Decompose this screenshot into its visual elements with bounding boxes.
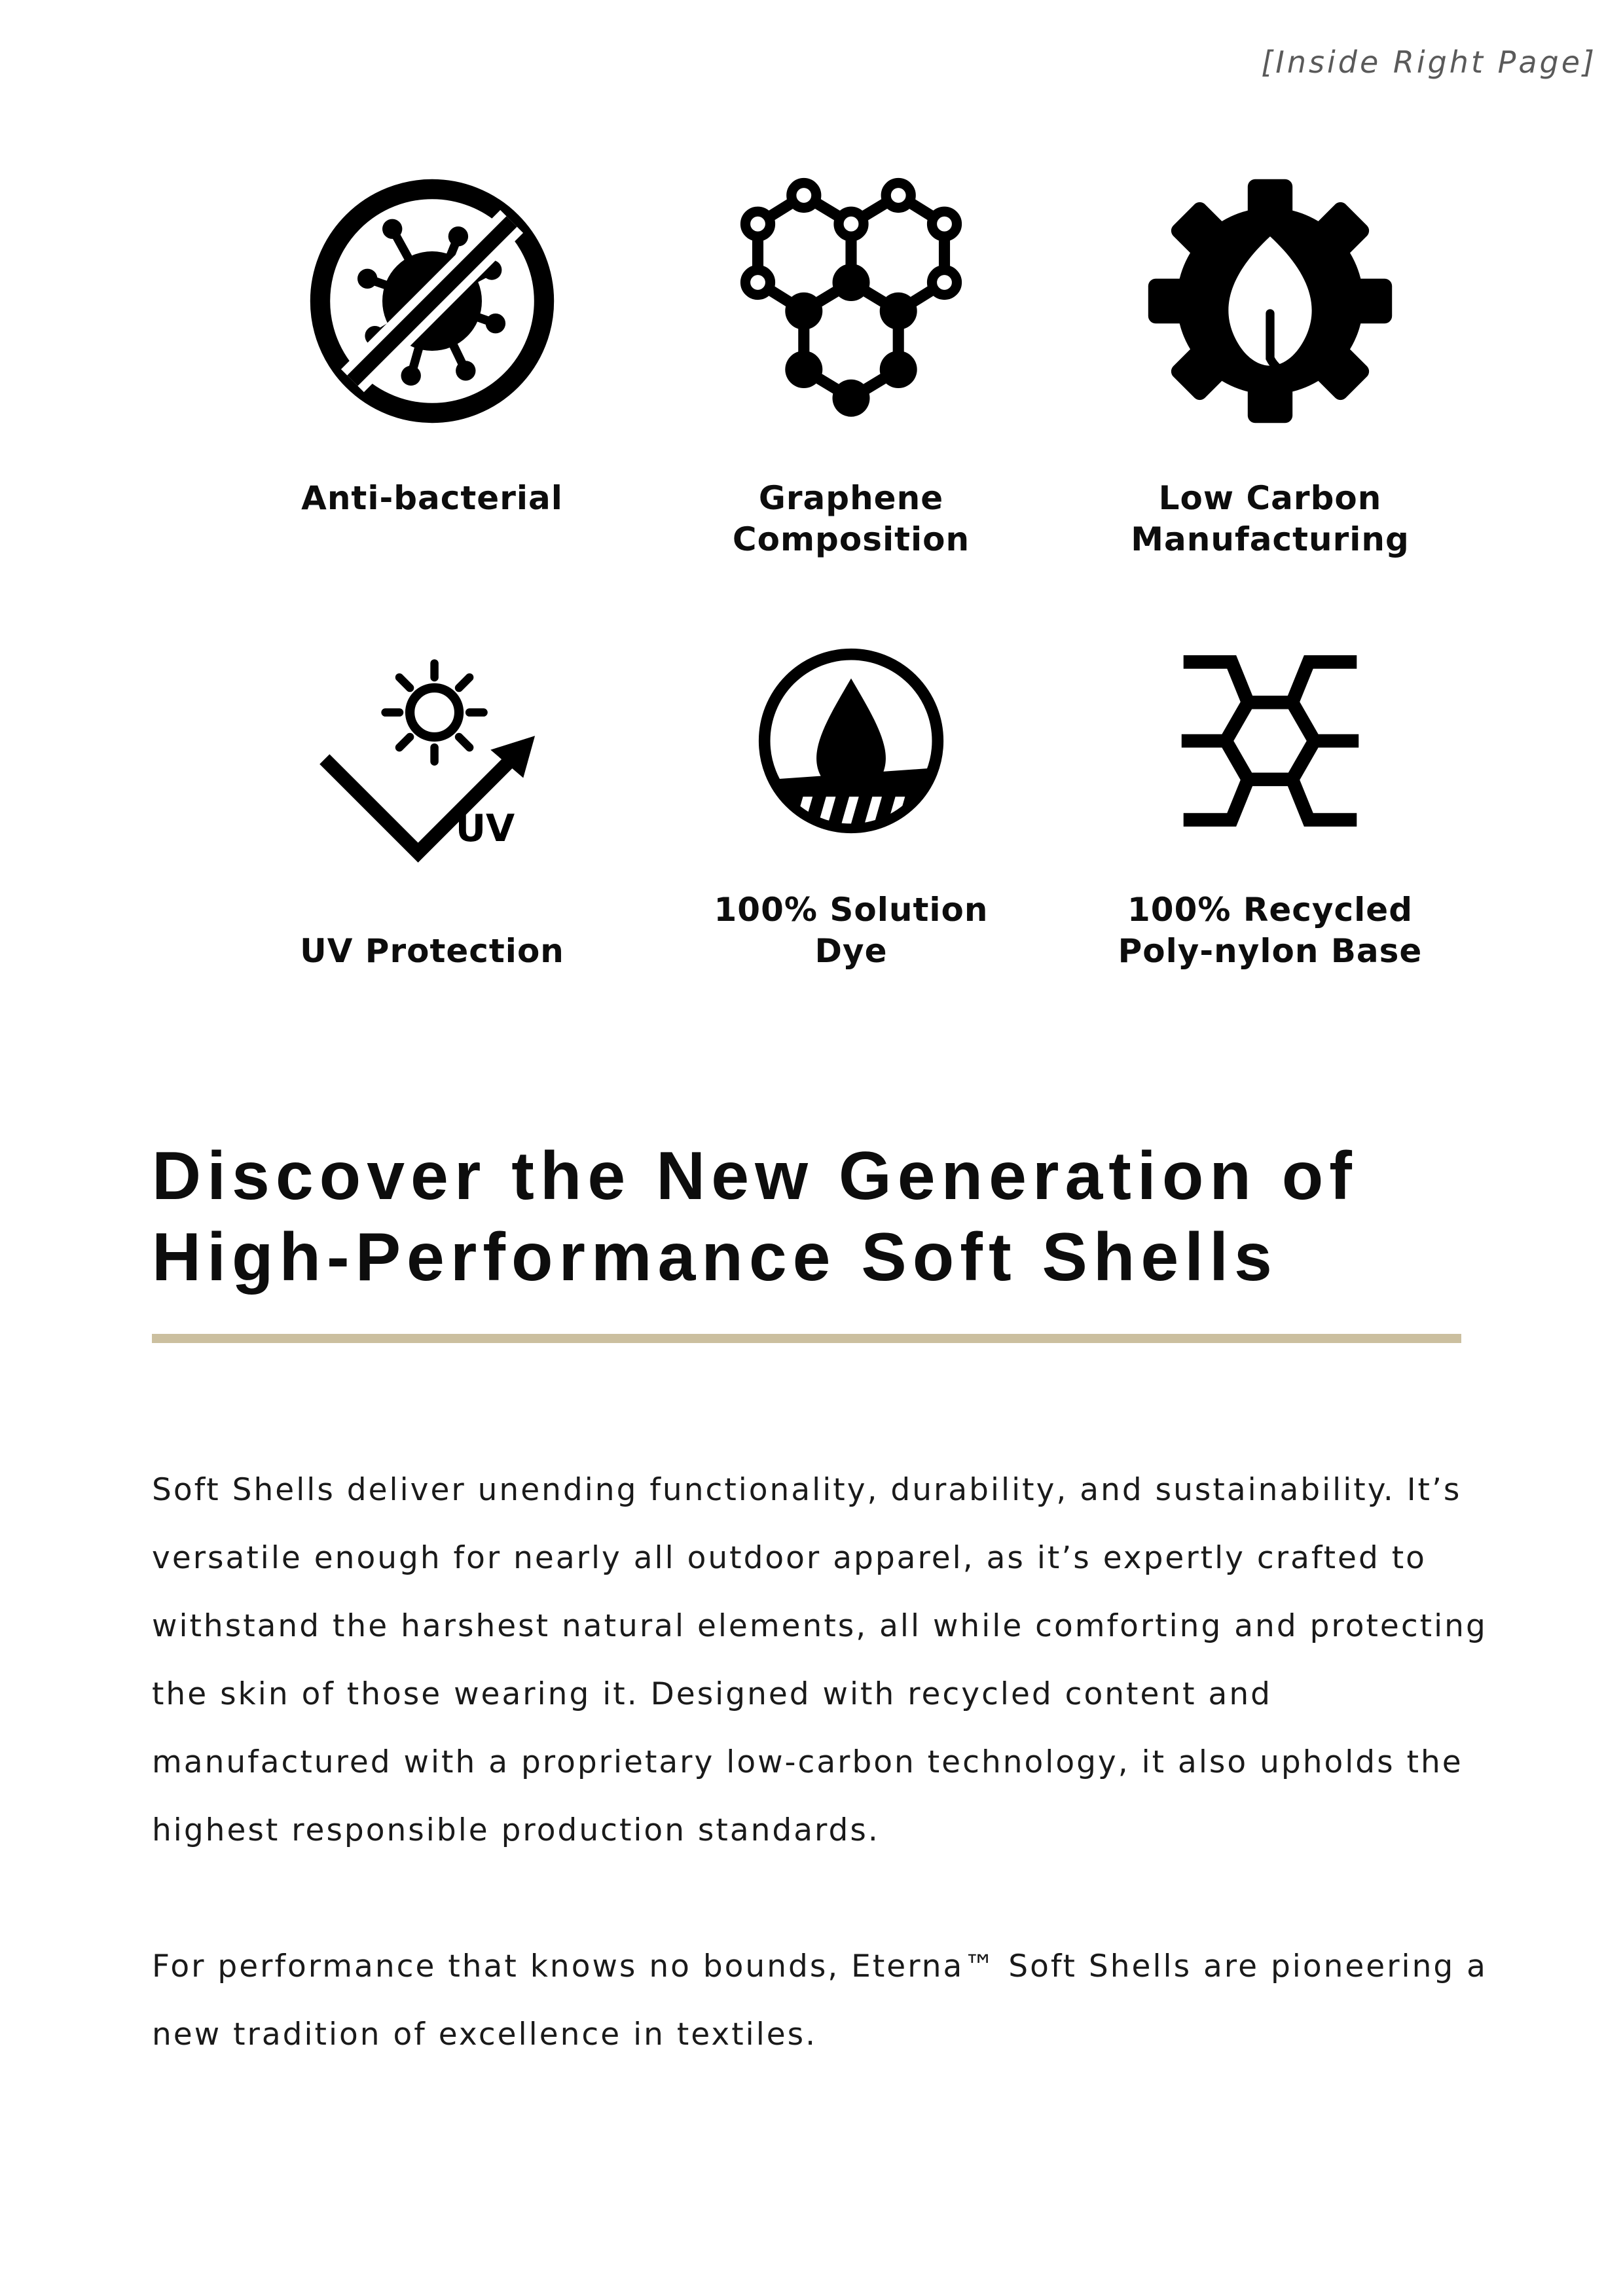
feature-label: UV Protection: [300, 932, 564, 970]
graphene-molecule-icon: [727, 177, 976, 425]
feature-recycled-base: [1061, 645, 1480, 972]
feature-anti-bacterial: [223, 177, 642, 645]
feature-label: 100% Solution Dye: [714, 891, 989, 970]
body-paragraph: Soft Shells deliver unending functionality, durability, and sustainability. It’s versatile enough for nearly all outdoor apparel, as it’s expertly crafted to withstand the harshest natural elements, all while comforting and protecting the skin of those wearing it. Designed with recycled content and manufactured with a proprietary low-carbon technology, it also upholds the highest responsible production standards.: [152, 1472, 1487, 1848]
no-bacteria-icon: [308, 177, 556, 425]
feature-grid: [223, 177, 1480, 972]
hexagon-mesh-icon: [1146, 645, 1395, 837]
uv-text: UV: [455, 806, 515, 850]
feature-low-carbon: [1061, 177, 1480, 645]
feature-label: Anti-bacterial: [301, 479, 563, 517]
uv-protection-icon: [308, 645, 556, 878]
feature-solution-dye: [642, 645, 1061, 972]
feature-label: Low Carbon Manufacturing: [1131, 479, 1410, 558]
body-paragraph: For performance that knows no bounds, Eterna™ Soft Shells are pioneering a new tradition of excellence in textiles.: [152, 1948, 1487, 2053]
solution-dye-drop-icon: [727, 645, 976, 837]
gear-leaf-icon: [1146, 177, 1395, 425]
body-copy: [152, 1456, 1494, 2137]
feature-uv-protection: [223, 645, 642, 972]
feature-label: 100% Recycled Poly-nylon Base: [1118, 891, 1423, 970]
headline: Discover the New Generation of High-Performance Soft Shells: [152, 1138, 1358, 1295]
page-label: [Inside Right Page]: [1261, 45, 1597, 80]
divider-rule: [152, 1334, 1461, 1343]
feature-graphene: [642, 177, 1061, 645]
feature-label: Graphene Composition: [732, 479, 970, 558]
